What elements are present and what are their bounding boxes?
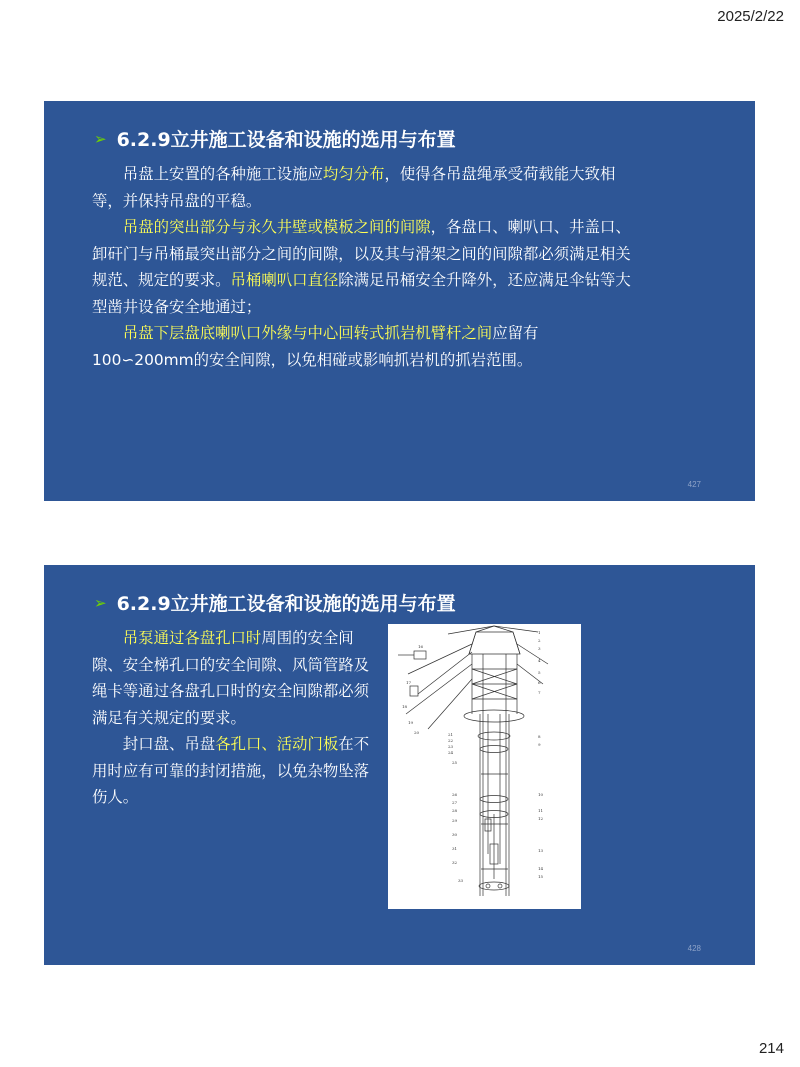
- slide-title: [94, 589, 456, 616]
- text-run: 在不用时应有可靠的封闭措施，以免杂物坠落伤人。: [92, 735, 370, 806]
- svg-text:29: 29: [452, 818, 458, 823]
- svg-text:17: 17: [406, 680, 412, 685]
- svg-text:15: 15: [538, 874, 544, 879]
- svg-text:12: 12: [538, 816, 544, 821]
- print-date: 2025/2/22: [717, 8, 784, 25]
- svg-text:28: 28: [452, 808, 458, 813]
- svg-text:13: 13: [538, 848, 544, 853]
- svg-text:7: 7: [538, 690, 541, 695]
- highlight-text: 各孔口、活动门板: [215, 735, 339, 753]
- text-run: 应留有100∽200mm的安全间隙，以免相碰或影响抓岩机的抓岩范围。: [92, 324, 539, 369]
- svg-text:19: 19: [408, 720, 414, 725]
- paragraph: [92, 625, 377, 731]
- svg-text:9: 9: [538, 742, 541, 747]
- svg-text:8: 8: [538, 734, 541, 739]
- slide-title-text: 6.2.9立井施工设备和设施的选用与布置: [116, 129, 456, 151]
- text-run: 除满足吊桶安全升降外，还应满足伞钻等大型凿井设备安全地通过；: [92, 271, 631, 316]
- shaft-equipment-diagram: [388, 624, 581, 909]
- svg-text:3: 3: [538, 646, 541, 651]
- highlight-text: 吊泵通过各盘孔口时: [122, 629, 262, 647]
- svg-text:2: 2: [538, 638, 541, 643]
- svg-text:25: 25: [452, 760, 458, 765]
- svg-text:24: 24: [448, 750, 454, 755]
- svg-text:10: 10: [538, 792, 544, 797]
- slide-title-text: 6.2.9立井施工设备和设施的选用与布置: [116, 593, 456, 615]
- svg-text:23: 23: [448, 744, 454, 749]
- svg-text:33: 33: [458, 878, 464, 883]
- text-run: 封口盘、吊盘: [122, 735, 216, 753]
- svg-text:11: 11: [538, 808, 544, 813]
- arrow-bullet-icon: ➢: [94, 129, 107, 148]
- paragraph: [92, 161, 632, 214]
- text-run: 吊盘上安置的各种施工设施应: [122, 165, 323, 183]
- svg-text:27: 27: [452, 800, 458, 805]
- shaft-diagram-drawing: [388, 624, 581, 909]
- slide-427: [44, 101, 755, 501]
- slide-428: [44, 565, 755, 965]
- highlight-text: 均匀分布: [322, 165, 385, 183]
- slide-number: 428: [687, 944, 701, 953]
- arrow-bullet-icon: ➢: [94, 593, 107, 612]
- svg-text:14: 14: [538, 866, 544, 871]
- svg-text:4: 4: [538, 658, 541, 663]
- svg-text:31: 31: [452, 846, 458, 851]
- page-number: 214: [758, 1040, 784, 1057]
- paragraph: [92, 214, 632, 320]
- svg-text:1: 1: [538, 630, 541, 635]
- text-run: ，各盘口、喇叭口、井盖口、卸矸门与吊桶最突出部分之间的间隙，以及其与滑架之间的间隙都必须满足相关规范、规定的要求。: [92, 218, 631, 289]
- svg-text:21: 21: [448, 732, 454, 737]
- svg-text:16: 16: [418, 644, 424, 649]
- svg-text:20: 20: [414, 730, 420, 735]
- text-run: 周围的安全间隙、安全梯孔口的安全间隙、风筒管路及绳卡等通过各盘孔口时的安全间隙都必须满足有关规定的要求。: [92, 629, 370, 727]
- svg-text:18: 18: [402, 704, 408, 709]
- highlight-text: 吊桶喇叭口直径: [230, 271, 339, 289]
- svg-text:5: 5: [538, 670, 541, 675]
- svg-text:30: 30: [452, 832, 458, 837]
- svg-text:6: 6: [538, 680, 541, 685]
- svg-text:26: 26: [452, 792, 458, 797]
- paragraph: [92, 731, 377, 811]
- slide-body: [92, 625, 377, 811]
- paragraph: [92, 320, 632, 373]
- text-run: ，使得各吊盘绳承受荷载能大致相等，并保持吊盘的平稳。: [92, 165, 616, 210]
- slide-body: [92, 161, 632, 373]
- svg-text:32: 32: [452, 860, 458, 865]
- slide-number: 427: [687, 480, 701, 489]
- highlight-text: 吊盘下层盘底喇叭口外缘与中心回转式抓岩机臂杆之间: [122, 324, 493, 342]
- svg-text:22: 22: [448, 738, 454, 743]
- highlight-text: 吊盘的突出部分与永久井壁或模板之间的间隙: [122, 218, 431, 236]
- slide-title: [94, 125, 456, 152]
